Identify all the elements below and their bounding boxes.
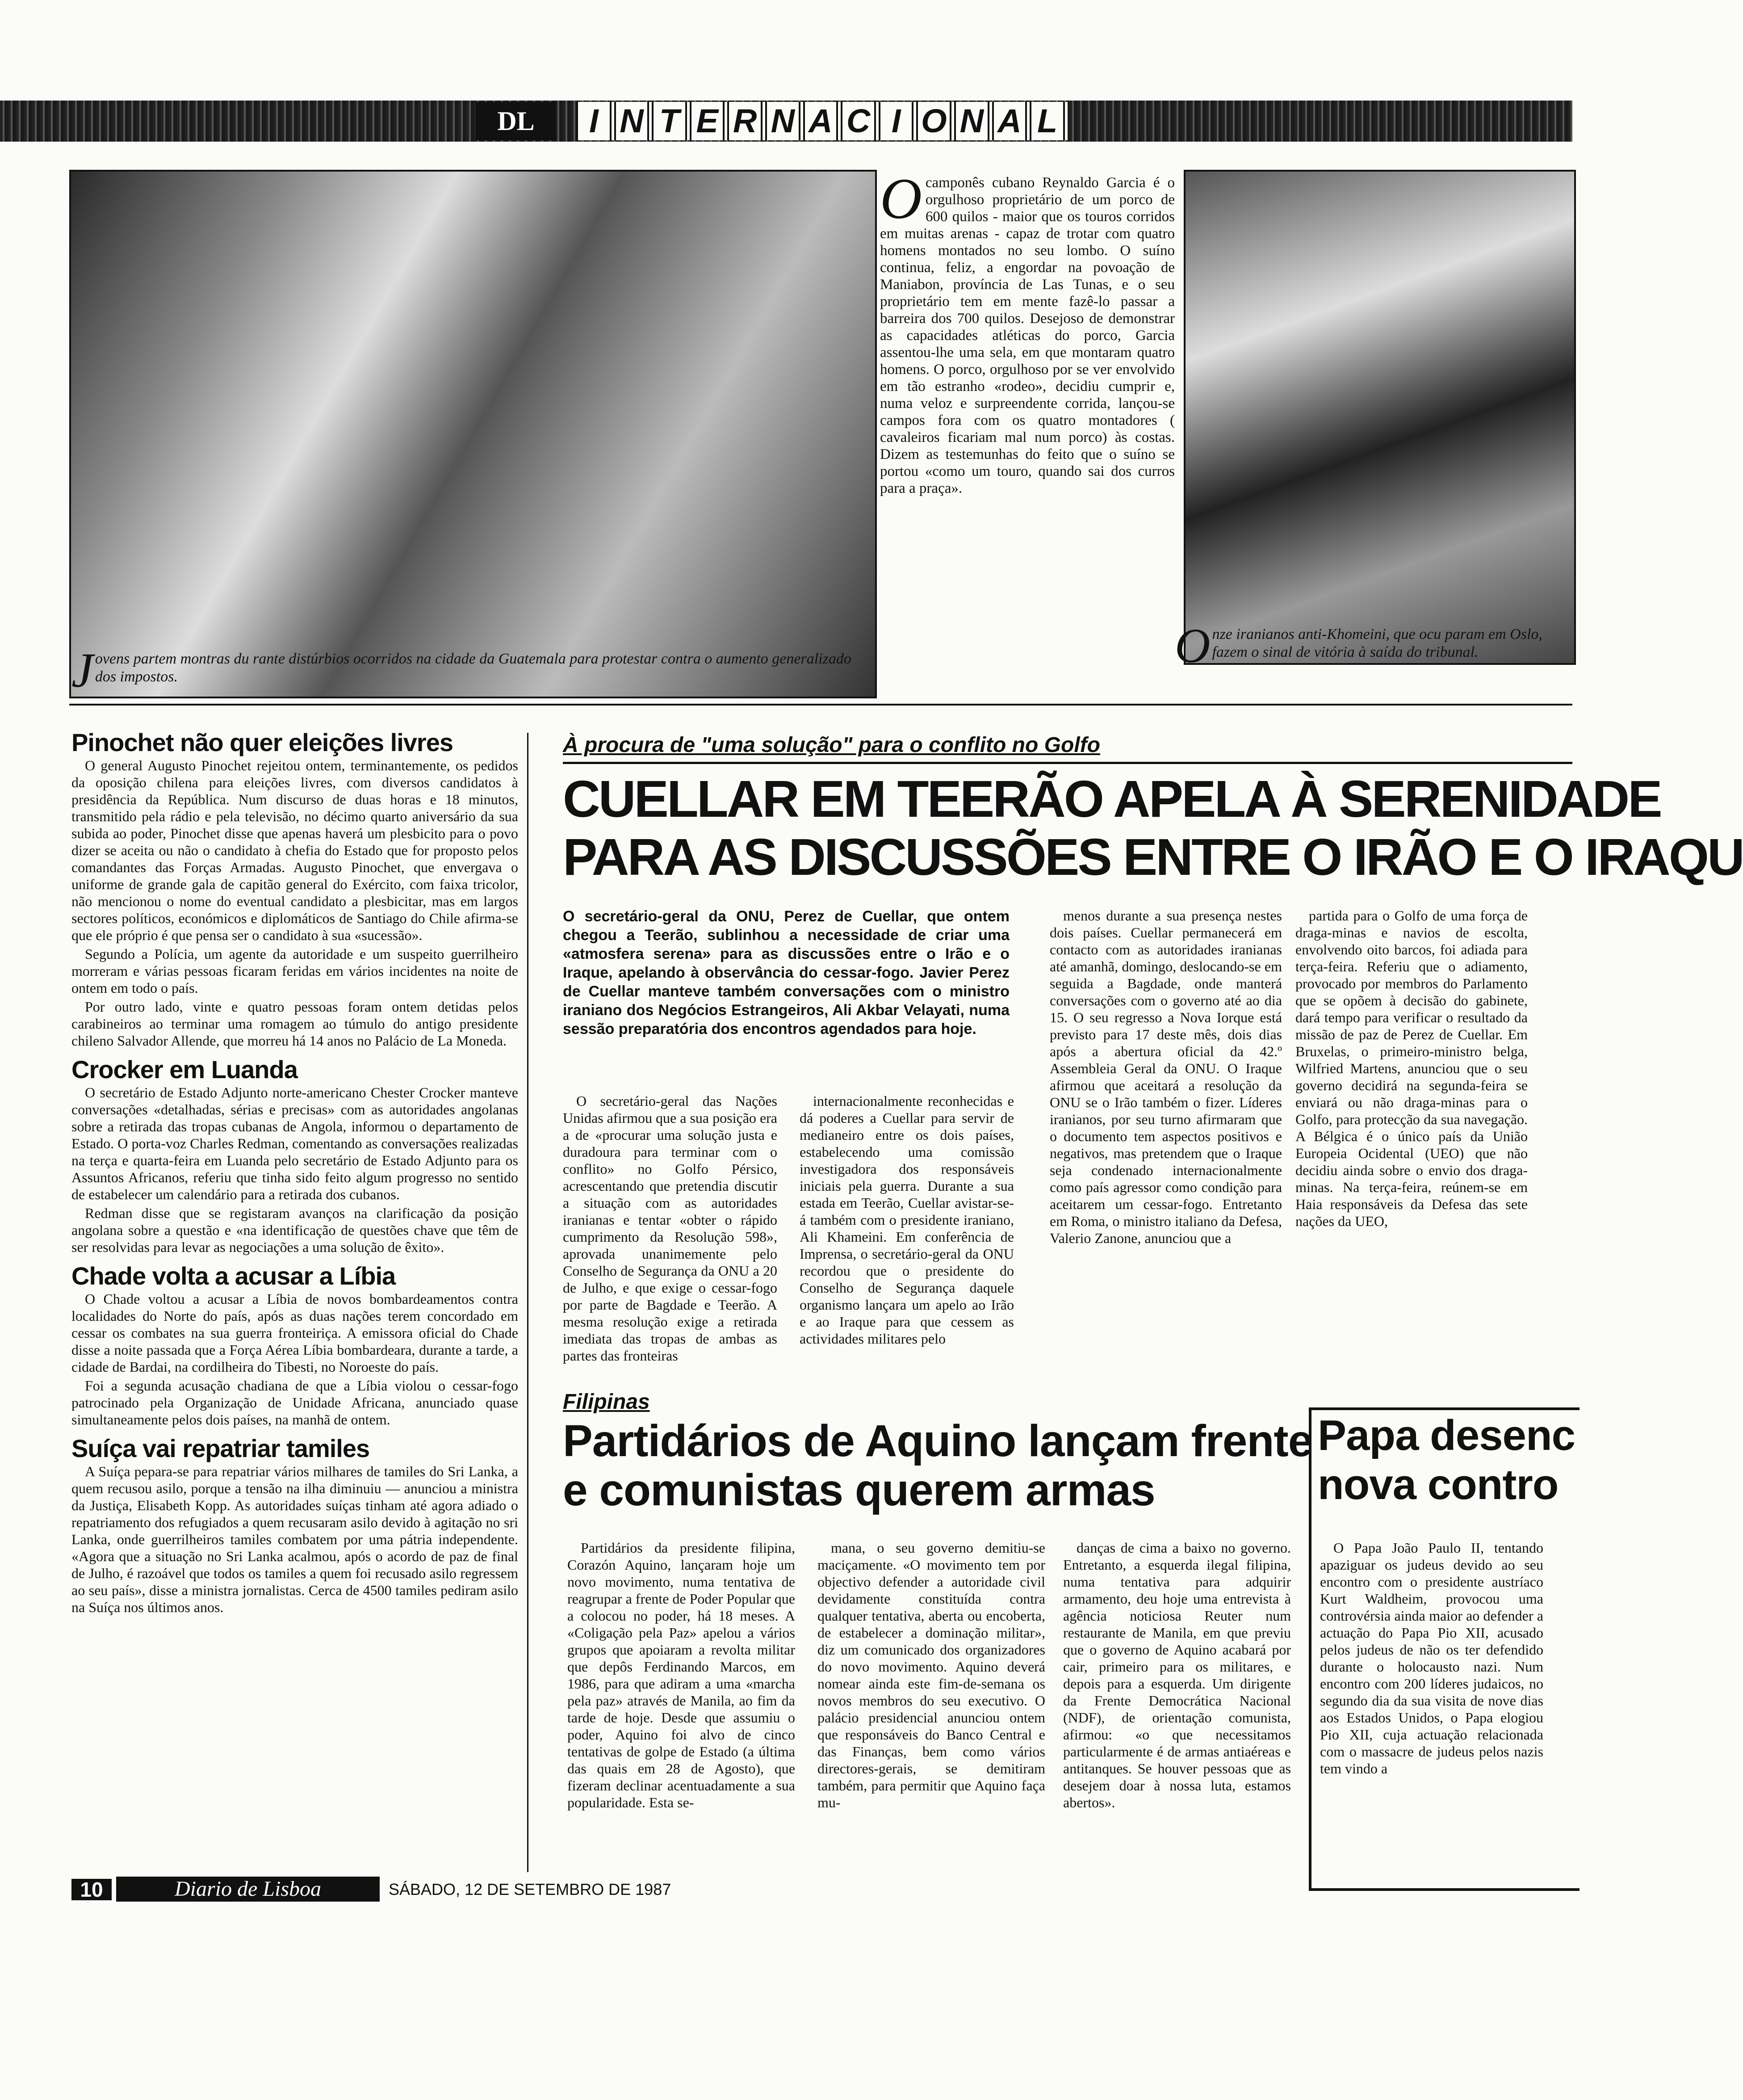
- photo-caption-right: O nze iranianos anti-Khomeini, que ocu param em Oslo, fazem o sinal de vitória à saída do tribunal.: [1175, 618, 1542, 673]
- section-letter: T: [652, 102, 687, 140]
- brief-title: Chade volta a acusar a Líbia: [71, 1262, 396, 1290]
- brief-title: Suíça vai repatriar tamiles: [71, 1434, 370, 1462]
- papa-story-text: O Papa João Paulo II, tentando apaziguar os judeus devido ao seu encontro com o presidente austríaco Kurt Waldheim, provocou uma controvérsia ainda maior ao defender a actuação do Papa Pio XII, acusado pelos judeus de não os ter defendido durante o holocausto nazi. Num encontro com 200 líderes judaicos, no segundo dia da sua visita de nove dias aos Estados Unidos, o Papa elogiou Pio XII, cuja actuação relacionada com o massacre de judeus pelos nazis tem vindo a: [1320, 1540, 1543, 1777]
- section-letter: E: [690, 102, 725, 140]
- brief-paragraph: A Suíça pepara-se para repatriar vários milhares de tamiles do Sri Lanka, a quem recusou asilo, porque a tensão na ilha diminuiu — anunciou a ministra da Justiça, Elisabeth Kopp. As autoridades suíças tinham até agora adiado o repatriamento dos refugiados a quem recusaram asilo devido à agitação no sri Lanka, onde guerrilheiros tamiles combatem por uma pátria independente. «Agora que a situação no Sri Lanka acalmou, após o acordo de paz de final de Julho, é razoável que todos os tamiles a quem foi recusado asilo regressem ao seu país», disse a ministra jornalistas. Cerca de 4500 tamiles pediram asilo na Suíça nos últimos anos.: [71, 1463, 518, 1615]
- papa-headline-line2: nova contro: [1318, 1461, 1559, 1508]
- aquino-col2: mana, o seu governo demitiu-se maciçamente. «O movimento tem por objectivo defender a autoridade civil devidamente constituída contra qualquer tentativa, aberta ou encoberta, de estabelecer a dominação militar», diz um comunicado dos organizadores do novo movimento. Aquino deverá nomear ainda este fim-de-semana os novos membros do seu executivo. O palácio presidencial anunciou ontem que responsáveis do Banco Central e das Finanças, bem como vários directores-gerais, se demitiram também, para permitir que Aquino faça mu-: [817, 1540, 1045, 1810]
- section-letter: R: [727, 102, 763, 140]
- brief-body: [71, 757, 518, 1049]
- brief-paragraph: O Chade voltou a acusar a Líbia de novos bombardeamentos contra localidades do Norte do país, após as duas nações terem concordado em cessar os combates na sua guerra fronteiriça. A emissora oficial do Chade disse a noite passada que a Força Aérea Líbia bombardeara, durante a tarde, a cidade de Bardai, na cordilheira do Tibesti, no Noroeste do país.: [71, 1291, 518, 1375]
- main-headline-line2: PARA AS DISCUSSÕES ENTRE O IRÃO E O IRAQU: [563, 828, 1743, 886]
- main-story-col3: menos durante a sua presença nestes dois países. Cuellar permanecerá em contacto com as autoridades iranianas até amanhã, domingo, deslocando-se em seguida a Bagdade, onde manterá conversações com o governo até ao dia 15. O seu regresso a Nova Iorque está previsto para 17 deste mês, dois dias após a abertura oficial da 42.º Assembleia Geral da ONU. O Iraque afirmou que aceitará a resolução da ONU se o Irão também o fizer. Líderes iranianos, por seu turno afirmaram que o documento tem aspectos positivos e negativos, mas pretendem que o Iraque seja condenado internacionalmente como país agressor como condição para aceitarem um cessar-fogo. Entretanto em Roma, o ministro italiano da Defesa, Valerio Zanone, anunciou que a: [1050, 907, 1282, 1246]
- aquino-col1: Partidários da presidente filipina, Corazón Aquino, lançaram hoje um novo movimento, numa tentativa de reagrupar a frente de Poder Popular que a colocou no poder, há 18 meses. A «Coligação pela Paz» apelou a vários grupos que apoiaram a revolta militar que depôs Ferdinando Marcos, em 1986, para que adiram a uma «marcha pela paz» através de Manila, ao fim da tarde de hoje. Desde que assumiu o poder, Aquino foi alvo de cinco tentativas de golpe de Estado (a última das quais em 28 de Agosto), que fizeram declinar acentuadamente a sua popularidade. Esta se-: [567, 1540, 795, 1810]
- aquino-headline-line2: e comunistas querem armas: [563, 1465, 1155, 1515]
- papa-headline-line1: Papa desenc: [1318, 1411, 1575, 1459]
- photo-caption-left: J ovens partem montras du rante distúrbios ocorridos na cidade da Guatemala para protestar contra o aumento generalizado dos impostos.: [71, 643, 851, 697]
- pig-story: O camponês cubano Reynaldo Garcia é o orgulhoso proprietário de um porco de 600 quilos - maior que os touros corridos em muitas arenas - capaz de trotar com quatro homens montados no seu lombo. O suíno continua, feliz, a engordar na povoação de Maniabon, província de Las Tunas, e o seu proprietário tem em mente fazê-lo passar a barreira dos 700 quilos. Desejoso de demonstrar as capacidades atléticas do porco, Garcia assentou-lhe uma sela, em que montaram quatro homens. O porco, orgulhoso por se ver envolvido em tão estranho «rodeo», decidiu cumprir e, numa veloz e surpreendente corrida, lançou-se campos fora com os quatro montadores ( cavaleiros ficariam mal num porco) às costas. Dizem as testemunhas do feito que o suíno se portou «como um touro, quando sai dos curros para a praça».: [880, 167, 1175, 496]
- section-letter: I: [879, 102, 914, 140]
- brief-paragraph: Foi a segunda acusação chadiana de que a Líbia violou o cessar-fogo patrocinado pela Organização de Unidade Africana, anunciado quase simultaneamente pelos dois países, na manhã de ontem.: [71, 1378, 518, 1428]
- brief-paragraph: O secretário de Estado Adjunto norte-americano Chester Crocker manteve conversações «detalhadas, sérias e precisas» com as autoridades angolanas sobre a retirada das tropas cubanas de Angola, informou o departamento de Estado. O porta-voz Charles Redman, comentando as conversações realizadas na terça e quarta-feira em Luanda pelo secretário de Estado Adjunto para os Assuntos Africanos, referiu que tinha sido feito algum progresso no sentido de estabelecer um calendário para a retirada dos cubanos.: [71, 1084, 518, 1202]
- section-title: [576, 102, 1068, 140]
- main-story-col2: internacionalmente reconhecidas e dá poderes a Cuellar para servir de medianeiro entre os dois países, estabelecendo uma comissão investigadora dos responsáveis iniciais pela guerra. Durante a sua estada em Teerão, Cuellar avistar-se-á também com o presidente iraniano, Ali Khameini. Em conferência de Imprensa, o secretário-geral da ONU recordou que o presidente do Conselho de Segurança daquele organismo lançara um apelo ao Irão e ao Iraque para que cessem as actividades militares pelo: [800, 1093, 1014, 1347]
- section-letter: N: [954, 102, 989, 140]
- section-letter: O: [916, 102, 951, 140]
- main-story-col4: partida para o Golfo de uma força de draga-minas e navios de escolta, envolvendo oito barcos, foi adiada para terça-feira. Referiu que o adiamento, provocado por membros do Parlamento que se opõem à decisão do gabinete, dará tempo para verificar o resultado da missão de paz de Perez de Cuellar. Em Bruxelas, o primeiro-ministro belga, Wilfried Martens, anunciou que o seu governo decidirá na segunda-feira se enviará ou não draga-minas para o Golfo, para protecção da sua navegação. A Bélgica é o único país da União Europeia Ocidental (UEO) que não decidiu ainda sobre o envio dos draga-minas. Na terça-feira, reúnem-se em Haia responsáveis da Defesa das sete nações da UEO,: [1295, 907, 1528, 1229]
- main-story-kicker: À procura de "uma solução" para o conflito no Golfo: [563, 733, 1100, 757]
- section-letter: A: [992, 102, 1027, 140]
- main-story-col1: O secretário-geral das Nações Unidas afirmou que a sua posição era a de «procurar uma solução justa e duradoura para terminar com o conflito» no Golfo Pérsico, acrescentando que pretendia discutir a situação com as autoridades iranianas e tentar «obter o rápido cumprimento da Resolução 598», aprovada unanimemente pelo Conselho de Segurança da ONU a 20 de Julho, e que exige o cessar-fogo por parte de Bagdade e Teerão. A mesma resolução exige a retirada imediata das tropas de ambas as partes das fronteiras: [563, 1093, 777, 1364]
- guatemala-riot-photo: [69, 170, 877, 698]
- brief-paragraph: Por outro lado, vinte e quatro pessoas foram ontem detidas pelos carabineiros ao terminar uma romagem ao túmulo do antigo presidente chileno Salvador Allende, que morreu há 14 anos no Palácio de La Moneda.: [71, 999, 518, 1049]
- section-letter: C: [841, 102, 876, 140]
- divider: [69, 704, 1572, 706]
- section-letter: I: [576, 102, 612, 140]
- brief-body: [71, 1463, 518, 1616]
- brief-paragraph: Segundo a Polícia, um agente da autoridade e um suspeito guerrilheiro morreram e várias pessoas ficaram feridas em vários incidentes na noite de ontem em todo o país.: [71, 946, 518, 996]
- brief-body: [71, 1290, 518, 1428]
- aquino-col3: danças de cima a baixo no governo. Entretanto, a esquerda ilegal filipina, numa tentativa para adquirir armamento, deu hoje uma entrevista à agência noticiosa Reuter num restaurante de Manila, em que previu que o governo de Aquino acabará por cair, primeiro para os militares, e depois para a esquerda. Um dirigente da Frente Democrática Nacional (NDF), de orientação comunista, afirmou: «o que necessitamos particularmente é de armas antiaéreas e antitanques. Se houver pessoas que as desejem doar à nossa luta, estamos abertos».: [1063, 1540, 1291, 1810]
- iranian-protesters-photo: [1184, 170, 1576, 665]
- main-story-lead: O secretário-geral da ONU, Perez de Cuellar, que ontem chegou a Teerão, sublinhou a necessidade de criar uma «atmosfera serena» para as discussões entre o Irão e o Iraque, apelando à observância do cessar-fogo. Javier Perez de Cuellar manteve também conversações com o ministro iraniano dos Negócios Estrangeiros, Ali Akbar Velayati, numa sessão preparatória dos encontros agendados para hoje.: [563, 908, 1010, 1037]
- briefs-column: [71, 728, 518, 1617]
- brief-title: Crocker em Luanda: [71, 1055, 297, 1084]
- brief-body: [71, 1084, 518, 1256]
- issue-date: SÁBADO, 12 DE SETEMBRO DE 1987: [389, 1880, 671, 1898]
- paper-name: Diario de Lisboa: [116, 1877, 380, 1902]
- aquino-kicker: Filipinas: [563, 1390, 650, 1414]
- brief-title: Pinochet não quer eleições livres: [71, 728, 453, 756]
- brief-paragraph: Redman disse que se registaram avanços na clarificação da posição angolana sobre a questão e «na identificação de questões chave que têm de ser resolvidas para levar as negociações a uma solução de êxito».: [71, 1205, 518, 1255]
- section-letter: N: [765, 102, 800, 140]
- main-headline-line1: CUELLAR EM TEERÃO APELA À SERENIDADE: [563, 770, 1661, 828]
- section-letter: A: [803, 102, 838, 140]
- brief-paragraph: O general Augusto Pinochet rejeitou ontem, terminantemente, os pedidos da oposição chilena para eleições livres, com diversos candidatos à presidência da República. Num discurso de duas horas e 18 minutos, transmitido pela rádio e pela televisão, no décimo quarto aniversário da sua subida ao poder, Pinochet disse que apenas haverá um plesbicito para o povo dizer se aceita ou não o candidato à chefia do Estado que for proposto pelos comandantes das Forças Armadas. Augusto Pinochet, que envergava o uniforme de grande gala de capitão general do Exército, com faixa tricolor, não mencionou o nome do eventual candidato a plesbicitar, mas em largos sectores políticos, económicos e diplomáticos de Santiago do Chile afirma-se que ele próprio é que pensa ser o candidato à sua «sucessão».: [71, 757, 518, 943]
- column-divider: [527, 733, 528, 1872]
- page-number: 10: [71, 1879, 112, 1900]
- section-letter: N: [614, 102, 649, 140]
- aquino-headline-line1: Partidários de Aquino lançam frente: [563, 1416, 1313, 1466]
- section-letter: L: [1030, 102, 1065, 140]
- newspaper-logo: DL: [476, 102, 556, 140]
- divider: [563, 762, 1572, 764]
